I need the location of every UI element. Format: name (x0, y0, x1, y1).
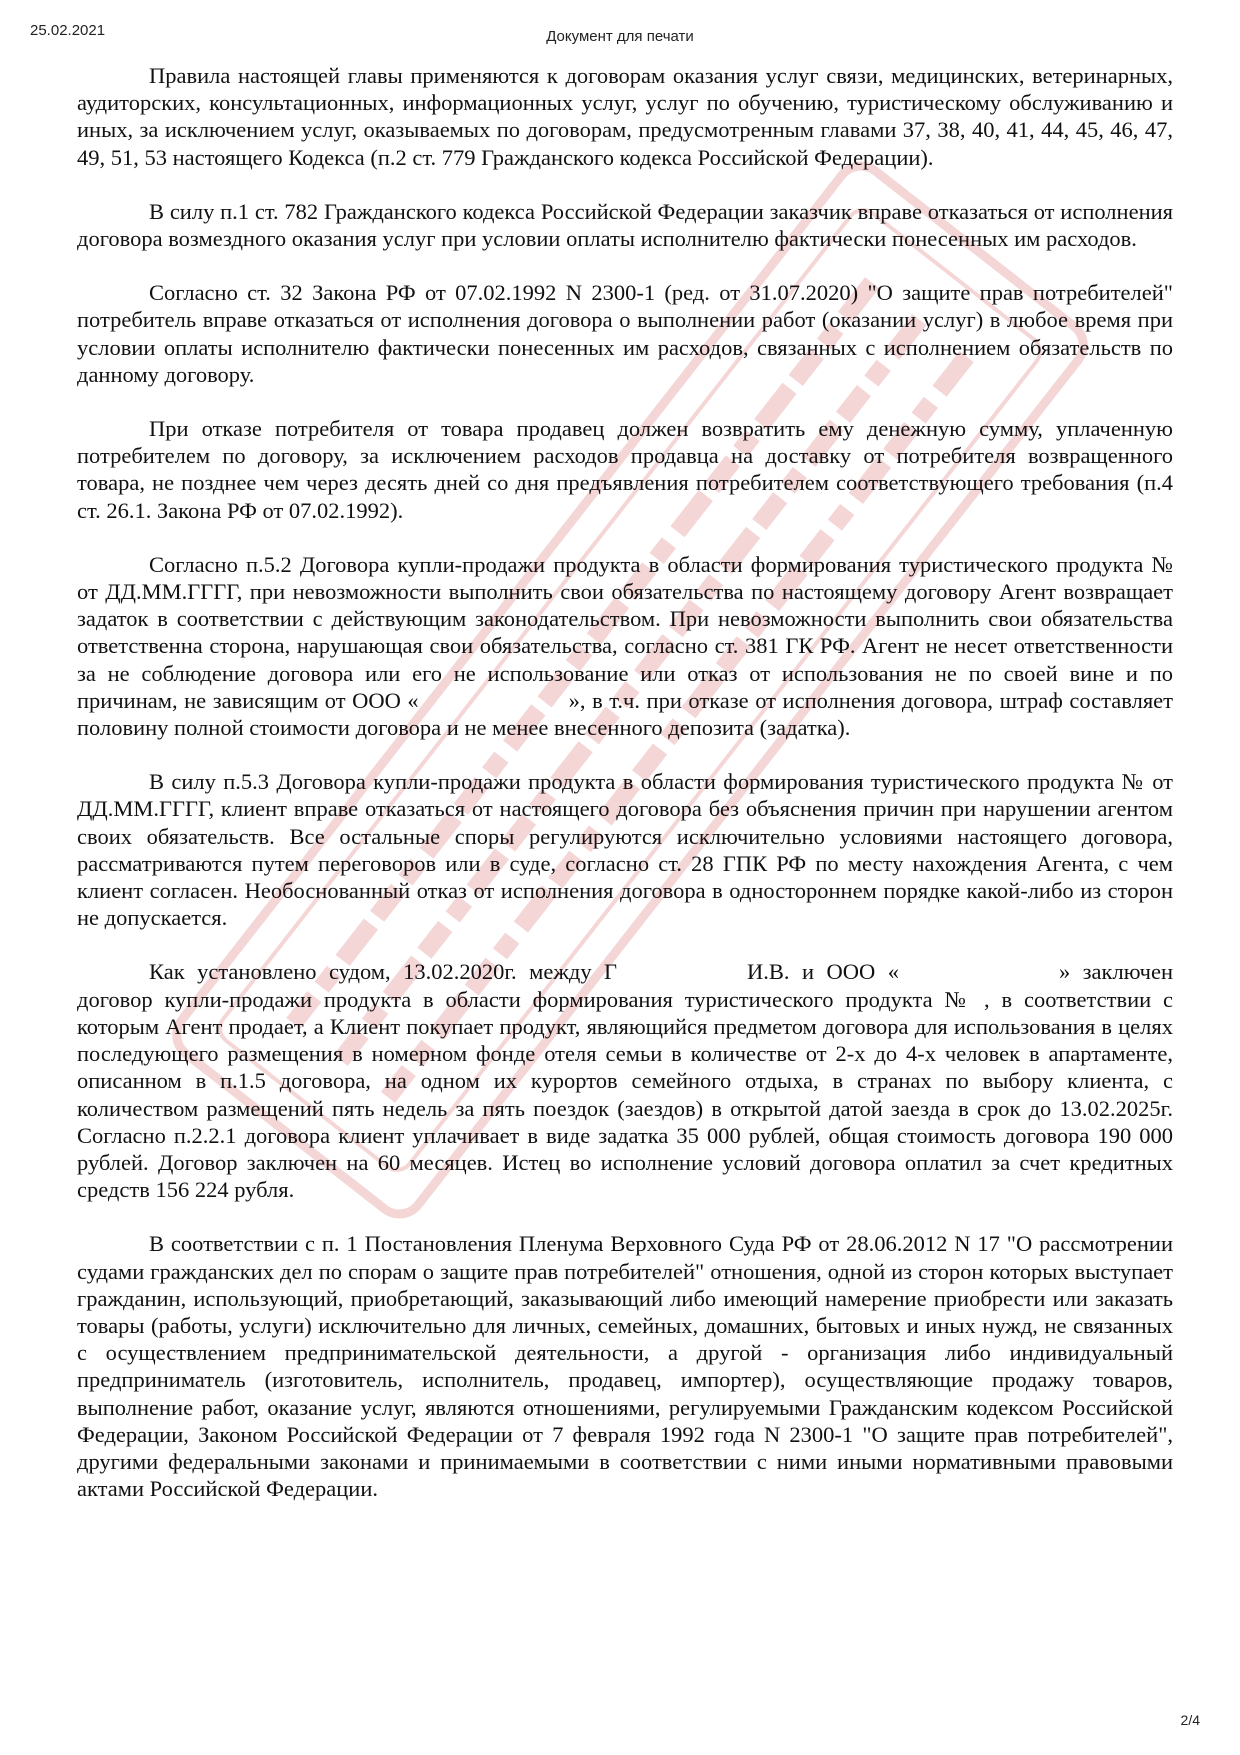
print-header-title: Документ для печати (546, 28, 694, 45)
paragraph-refund-terms: При отказе потребителя от товара продавец должен возвратить ему денежную сумму, уплаченную потребителем по договору, за исключением расходов продавца на доставку от потребителя возвращенного товара, не позднее чем через десять дней со дня предъявления потребителем соответствующего требования (п.4 ст. 26.1. Закона РФ от 07.02.1992). (77, 416, 1173, 523)
paragraph-contract-5-2-text-b: », в т.ч. при отказе от исполнения договора, штраф составляет половину полной стоимости договора и не менее внесенного депозита (задатка). (77, 687, 1173, 741)
paragraph-contract-5-3: В силу п.5.3 Договора купли-продажи продукта в области формирования туристического продукта № от ДД.ММ.ГГГГ, клиент вправе отказаться от настоящего договора без объяснения причин при нарушении агентом своих обязательств. Все остальные споры регулируются исключительно условиями настоящего договора, рассматриваются путем переговоров или в суде, согласно ст. 28 ГПК РФ по месту нахождения Агента, с чем клиент согласен. Необоснованный отказ от исполнения договора в одностороннем порядке какой-либо из сторон не допускается. (77, 769, 1173, 931)
paragraph-court-findings-text-c: » заключен договор купли-продажи продукта в области формирования туристического продукта № , в соответствии с которым Агент продает, а Клиент покупает продукт, являющийся предметом договора для использования в целях последующего размещения в номерном фонде отеля семьи в количестве от 2-х до 4-х человек в апартаменте, описанном в п.1.5 договора, на одном их курортов семейного отдыха, в странах по выбору клиента, с количеством размещений пять недель за пять поездок (заездов) в открытой датой заезда в срок до 13.02.2025г. Согласно п.2.2.1 договора клиент уплачивает в виде задатка 35 000 рублей, общая стоимость договора 190 000 рублей. Договор заключен на 60 месяцев. Истец во исполнение условий договора оплатил за счет кредитных средств 156 224 рубля. (77, 959, 1173, 1203)
paragraph-services-rules: Правила настоящей главы применяются к договорам оказания услуг связи, медицинских, ветеринарных, аудиторских, консультационных, информационных услуг, услуг по обучению, туристическому обслуживанию и иных, за исключением услуг, оказываемых по договорам, предусмотренным главами 37, 38, 40, 41, 44, 45, 46, 47, 49, 51, 53 настоящего Кодекса (п.2 ст. 779 Гражданского кодекса Российской Федерации). (77, 63, 1173, 170)
paragraph-contract-5-2-text-a: Согласно п.5.2 Договора купли-продажи продукта в области формирования туристического продукта № от ДД.ММ.ГГГГ, при невозможности выполнить свои обязательства по настоящему договору Агент возвращает задаток в соответствии с действующим законодательством. При невозможности выполнить свои обязательства ответственна сторона, нарушающая свои обязательства, согласно ст. 381 ГК РФ. Агент не несет ответственности за не соблюдение договора или его не использование или отказ от использования не по своей вине и по причинам, не зависящим от ООО « (77, 551, 1173, 713)
paragraph-court-findings-text-b: И.В. и ООО « (747, 959, 899, 985)
paragraph-contract-5-2 (77, 551, 1173, 741)
print-date: 25.02.2021 (30, 22, 106, 39)
paragraph-plenum-resolution: В соответствии с п. 1 Постановления Пленума Верховного Суда РФ от 28.06.2012 N 17 "О рассмотрении судами гражданских дел по спорам о защите прав потребителей" отношения, одной из сторон которых выступает гражданин, использующий, приобретающий, заказывающий либо имеющий намерение приобрести или заказать товары (работы, услуги) исключительно для личных, семейных, домашних, бытовых и иных нужд, не связанных с осуществлением предпринимательской деятельности, а другой - организация либо индивидуальный предприниматель (изготовитель, исполнитель, продавец, импортер), осуществляющие продажу товаров, выполнение работ, оказание услуг, являются отношениями, регулируемыми Гражданским кодексом Российской Федерации, Законом Российской Федерации от 7 февраля 1992 года N 2300-1 "О защите прав потребителей", другими федеральными законами и принимаемыми в соответствии с ними иными нормативными правовыми актами Российской Федерации. (77, 1231, 1173, 1502)
document-body (77, 62, 1173, 1529)
paragraph-art-32-consumer-law: Согласно ст. 32 Закона РФ от 07.02.1992 N 2300-1 (ред. от 31.07.2020) "О защите прав потребителей" потребитель вправе отказаться от исполнения договора о выполнении работ (оказании услуг) в любое время при условии оплаты исполнителю фактически понесенных им расходов, связанных с исполнением обязательств по данному договору. (77, 280, 1173, 387)
paragraph-art-782: В силу п.1 ст. 782 Гражданского кодекса Российской Федерации заказчик вправе отказаться от исполнения договора возмездного оказания услуг при условии оплаты исполнителю фактически понесенных им расходов. (77, 198, 1173, 252)
paragraph-court-findings-text-a: Как установлено судом, 13.02.2020г. между Г (149, 959, 618, 985)
paragraph-court-findings (77, 958, 1173, 1203)
page-number: 2/4 (1180, 1712, 1200, 1728)
